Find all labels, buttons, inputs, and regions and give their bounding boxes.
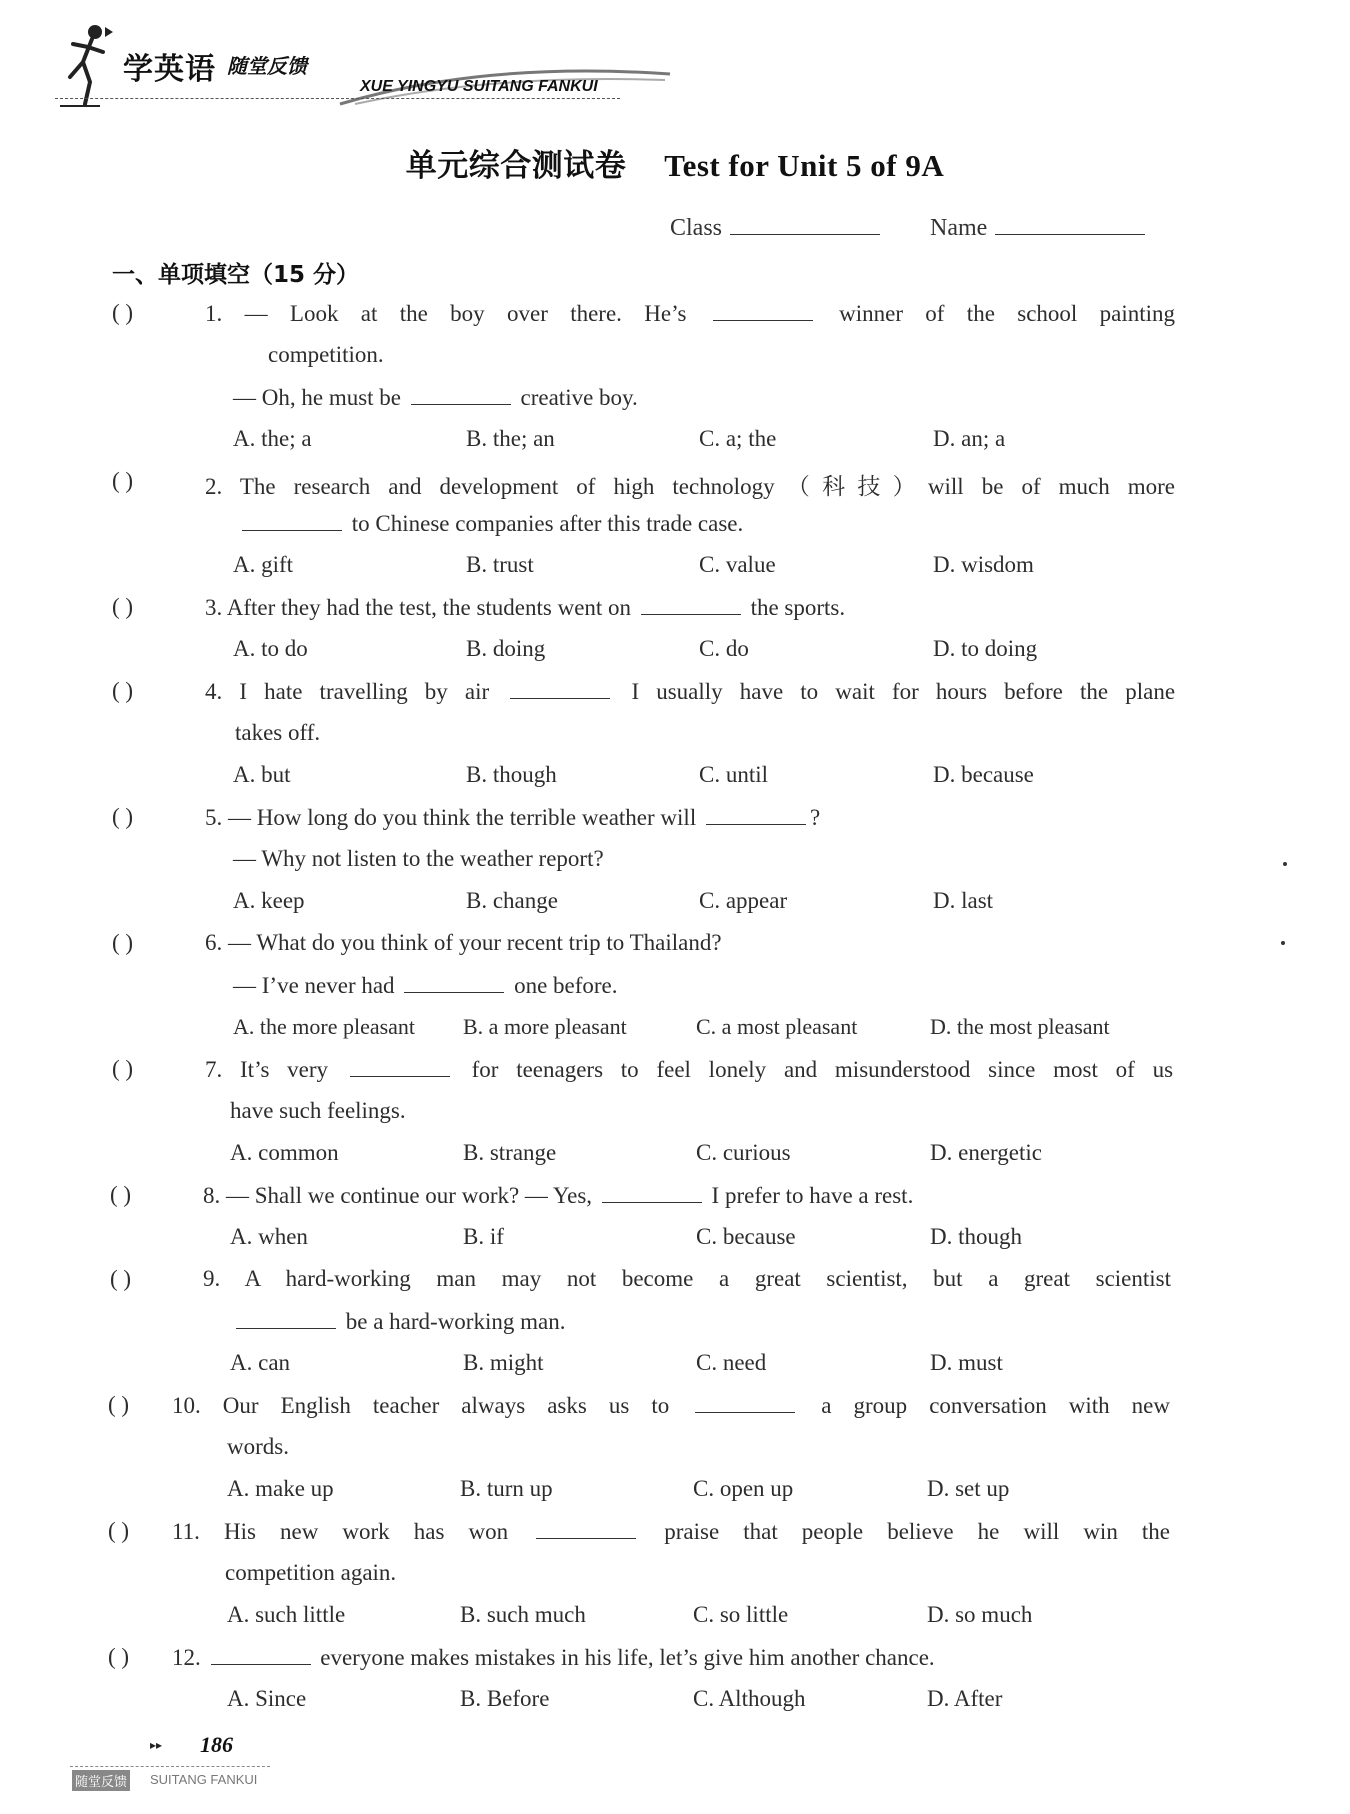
option-a[interactable]: A. the; a <box>233 426 312 451</box>
option-a[interactable]: A. common <box>230 1140 339 1165</box>
option-a[interactable]: A. the more pleasant <box>233 1014 416 1039</box>
name-blank[interactable] <box>995 212 1145 235</box>
question-7-cont: have such feelings. <box>230 1098 406 1123</box>
option-d[interactable]: D. though <box>930 1224 1022 1249</box>
option-d[interactable]: D. because <box>933 762 1034 787</box>
answer-blank[interactable] <box>641 594 741 615</box>
question-1-cont: competition. <box>268 342 384 367</box>
answer-blank[interactable] <box>602 1182 702 1203</box>
option-d[interactable]: D. last <box>933 888 994 913</box>
question-5-reply: — Why not listen to the weather report? <box>233 846 604 871</box>
answer-paren[interactable]: ( ) <box>112 678 134 703</box>
header-title: 学英语 <box>123 52 216 87</box>
option-c[interactable]: C. open up <box>693 1476 794 1501</box>
option-d[interactable]: D. After <box>927 1686 1003 1711</box>
option-d[interactable]: D. set up <box>927 1476 1010 1501</box>
footer-divider <box>70 1766 270 1767</box>
option-a[interactable]: A. make up <box>227 1476 334 1501</box>
option-c[interactable]: C. until <box>699 762 769 787</box>
title-english: Test for Unit 5 of 9A <box>664 148 945 183</box>
option-b[interactable]: B. strange <box>463 1140 557 1165</box>
option-c[interactable]: C. because <box>696 1224 796 1249</box>
answer-paren[interactable]: ( ) <box>112 594 134 619</box>
question-10: 10. Our English teacher always asks us to a group conversation with new <box>172 1393 1170 1418</box>
option-a[interactable]: A. but <box>233 762 291 787</box>
option-a[interactable]: A. such little <box>227 1602 346 1627</box>
question-3: 3. After they had the test, the students went on the sports. <box>205 595 846 620</box>
answer-blank[interactable] <box>211 1644 311 1665</box>
option-d[interactable]: D. the most pleasant <box>930 1014 1110 1039</box>
option-b[interactable]: B. though <box>466 762 557 787</box>
section-heading: 一、单项填空（15 分） <box>112 262 360 288</box>
answer-blank[interactable] <box>350 1056 450 1077</box>
option-b[interactable]: B. such much <box>460 1602 586 1627</box>
option-b[interactable]: B. a more pleasant <box>463 1014 627 1039</box>
answer-blank[interactable] <box>242 510 342 531</box>
answer-paren[interactable]: ( ) <box>108 1644 130 1669</box>
answer-paren[interactable]: ( ) <box>110 1266 132 1291</box>
answer-blank[interactable] <box>404 972 504 993</box>
header-banner <box>55 18 625 110</box>
question-12: 12. everyone makes mistakes in his life, let’s give him another chance. <box>172 1645 935 1670</box>
footer-arrow-icon: ▸▸ <box>150 1738 163 1752</box>
option-b[interactable]: B. change <box>466 888 558 913</box>
title-chinese: 单元综合测试卷 <box>405 148 627 184</box>
header-divider <box>55 98 620 99</box>
stray-mark <box>1283 862 1287 866</box>
option-b[interactable]: B. doing <box>466 636 546 661</box>
option-d[interactable]: D. so much <box>927 1602 1033 1627</box>
question-4: 4. I hate travelling by air I usually have to wait for hours before the plane <box>205 679 1176 704</box>
answer-paren[interactable]: ( ) <box>112 804 134 829</box>
answer-blank[interactable] <box>411 384 511 405</box>
stray-mark <box>1281 941 1285 945</box>
option-b[interactable]: B. if <box>463 1224 504 1249</box>
option-c[interactable]: C. Although <box>693 1686 806 1711</box>
option-d[interactable]: D. energetic <box>930 1140 1042 1165</box>
answer-paren[interactable]: ( ) <box>112 1056 134 1081</box>
question-7: 7. It’s very for teenagers to feel lonely and misunderstood since most of us <box>205 1057 1174 1082</box>
option-d[interactable]: D. wisdom <box>933 552 1034 577</box>
question-4-cont: takes off. <box>235 720 321 745</box>
question-2-cont: to Chinese companies after this trade case. <box>238 510 743 537</box>
answer-paren[interactable]: ( ) <box>112 930 134 955</box>
option-b[interactable]: B. turn up <box>460 1476 553 1501</box>
answer-paren[interactable]: ( ) <box>108 1518 130 1543</box>
page-number: 186 <box>200 1732 233 1757</box>
option-b[interactable]: B. Before <box>460 1686 550 1711</box>
answer-paren[interactable]: ( ) <box>112 300 134 325</box>
option-b[interactable]: B. the; an <box>466 426 555 451</box>
option-c[interactable]: C. a; the <box>699 426 777 451</box>
answer-blank[interactable] <box>236 1308 336 1329</box>
option-d[interactable]: D. an; a <box>933 426 1006 451</box>
option-c[interactable]: C. a most pleasant <box>696 1014 858 1039</box>
option-a[interactable]: A. gift <box>233 552 294 577</box>
question-1-reply: — Oh, he must be creative boy. <box>233 385 638 410</box>
answer-paren[interactable]: ( ) <box>108 1392 130 1417</box>
question-10-cont: words. <box>227 1434 289 1459</box>
question-11-cont: competition again. <box>225 1560 397 1585</box>
student-figure-icon <box>55 22 115 108</box>
question-9: 9. A hard-working man may not become a great scientist, but a great scientist <box>203 1266 1171 1291</box>
class-blank[interactable] <box>730 212 880 235</box>
option-d[interactable]: D. to doing <box>933 636 1038 661</box>
option-a[interactable]: A. when <box>230 1224 308 1249</box>
answer-paren[interactable]: ( ) <box>112 468 134 493</box>
question-8: 8. — Shall we continue our work? — Yes, I prefer to have a rest. <box>203 1183 914 1208</box>
header-subtitle: 随堂反馈 <box>227 54 307 78</box>
question-1: 1. — Look at the boy over there. He’s winner of the school painting <box>205 301 1176 326</box>
option-a[interactable]: A. can <box>230 1350 291 1375</box>
question-6-reply: — I’ve never had one before. <box>233 973 618 998</box>
answer-paren[interactable]: ( ) <box>110 1182 132 1207</box>
option-b[interactable]: B. trust <box>466 552 534 577</box>
question-2: 2. The research and development of high technology（科技）will be of much more <box>205 474 1175 499</box>
answer-blank[interactable] <box>510 678 610 699</box>
answer-blank[interactable] <box>706 804 806 825</box>
question-6: 6. — What do you think of your recent trip to Thailand? <box>205 930 722 955</box>
question-9-cont: be a hard-working man. <box>232 1308 565 1335</box>
header-english: XUE YINGYU SUITANG FANKUI <box>360 78 598 95</box>
answer-blank[interactable] <box>695 1392 795 1413</box>
name-label: Name <box>930 215 988 241</box>
option-c[interactable]: C. so little <box>693 1602 789 1627</box>
page-title <box>0 140 1350 185</box>
footer-badge: 随堂反馈 <box>72 1770 130 1791</box>
question-5: 5. — How long do you think the terrible weather will ? <box>205 805 821 830</box>
question-11: 11. His new work has won praise that people believe he will win the <box>172 1519 1170 1544</box>
answer-blank[interactable] <box>713 300 813 321</box>
option-b[interactable]: B. might <box>463 1350 544 1375</box>
footer-english: SUITANG FANKUI <box>150 1772 258 1787</box>
answer-blank[interactable] <box>536 1518 636 1539</box>
option-c[interactable]: C. appear <box>699 888 788 913</box>
option-a[interactable]: A. Since <box>227 1686 307 1711</box>
option-c[interactable]: C. need <box>696 1350 767 1375</box>
class-label: Class <box>670 215 723 241</box>
option-c[interactable]: C. curious <box>696 1140 791 1165</box>
option-c[interactable]: C. do <box>699 636 749 661</box>
option-a[interactable]: A. keep <box>233 888 305 913</box>
class-name-fields <box>670 212 1145 242</box>
option-c[interactable]: C. value <box>699 552 776 577</box>
option-a[interactable]: A. to do <box>233 636 308 661</box>
option-d[interactable]: D. must <box>930 1350 1003 1375</box>
